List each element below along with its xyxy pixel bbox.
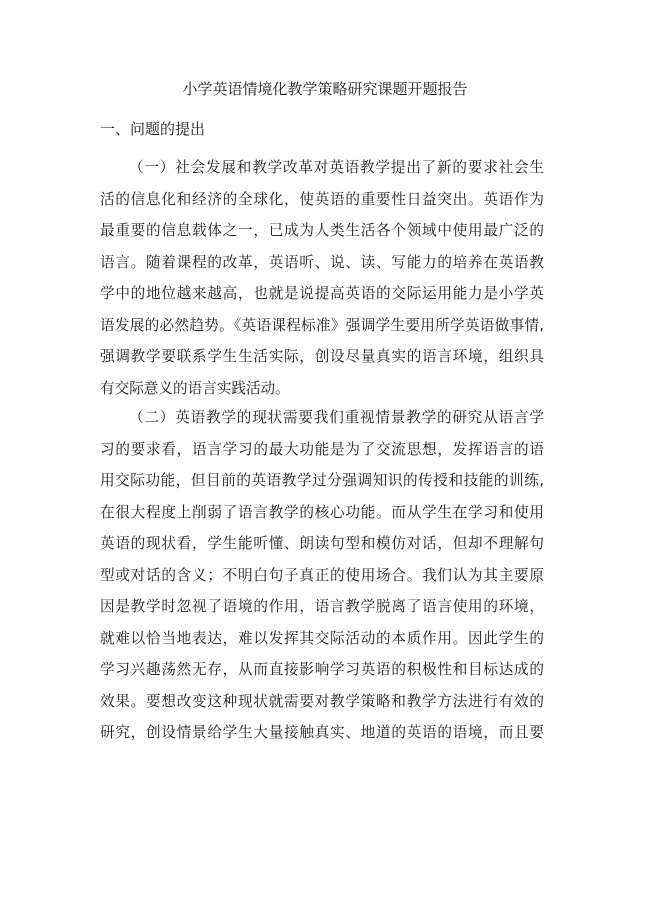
paragraph-line: （二）英语教学的现状需要我们重视情景教学的研究从语言学 [129, 409, 544, 426]
paragraph-line: 语言。随着课程的改革，英语听、说、读、写能力的培养在英语教 [100, 253, 544, 271]
paragraph-line: 在很大程度上削弱了语言教学的核心功能。而从学生在学习和使用 [100, 503, 544, 521]
paragraph-line: 强调教学要联系学生生活实际，创设尽量真实的语言环境，组织具 [100, 348, 544, 365]
paragraph-line: 习的要求看，语言学习的最大功能是为了交流思想，发挥语言的语 [100, 440, 544, 458]
paragraph-line: 学习兴趣荡然无存，从而直接影响学习英语的积极性和目标达成的 [100, 661, 544, 678]
paragraph-1 [100, 152, 544, 404]
paragraph-line: 用交际功能，但目前的英语教学过分强调知识的传授和技能的训练, [100, 472, 544, 489]
paragraph-line: （一）社会发展和教学改革对英语教学提出了新的要求社会生 [129, 159, 544, 176]
paragraph-line: 最重要的信息载体之一，已成为人类生活各个领域中使用最广泛的 [100, 222, 544, 239]
paragraph-line: 有交际意义的语言实践活动。 [100, 379, 290, 397]
paragraph-line: 语发展的必然趋势。《英语课程标准》强调学生要用所学英语做事情, [100, 316, 544, 334]
document-title: 小学英语情境化教学策略研究课题开题报告 [182, 80, 468, 98]
paragraph-line: 型或对话的含义；不明白句子真正的使用场合。我们认为其主要原 [100, 566, 544, 584]
paragraph-line: 学中的地位越来越高，也就是说提高英语的交际运用能力是小学英 [100, 285, 544, 302]
paragraph-line: 就难以恰当地表达，难以发挥其交际活动的本质作用。因此学生的 [100, 629, 544, 647]
paragraph-line: 效果。要想改变这种现状就需要对教学策略和教学方法进行有效的 [100, 692, 544, 710]
section-heading: 一、问题的提出 [100, 120, 206, 138]
paragraph-line: 因是教学时忽视了语境的作用，语言教学脱离了语言使用的环境， [100, 598, 544, 615]
paragraph-line: 活的信息化和经济的全球化，使英语的重要性日益突出。英语作为 [100, 190, 544, 208]
paragraph-line: 研究，创设情景给学生大量接触真实、地道的英语的语境，而且要 [100, 724, 544, 741]
paragraph-2 [100, 402, 544, 749]
paragraph-line: 英语的现状看，学生能听懂、朗读句型和模仿对话，但却不理解句 [100, 535, 544, 552]
